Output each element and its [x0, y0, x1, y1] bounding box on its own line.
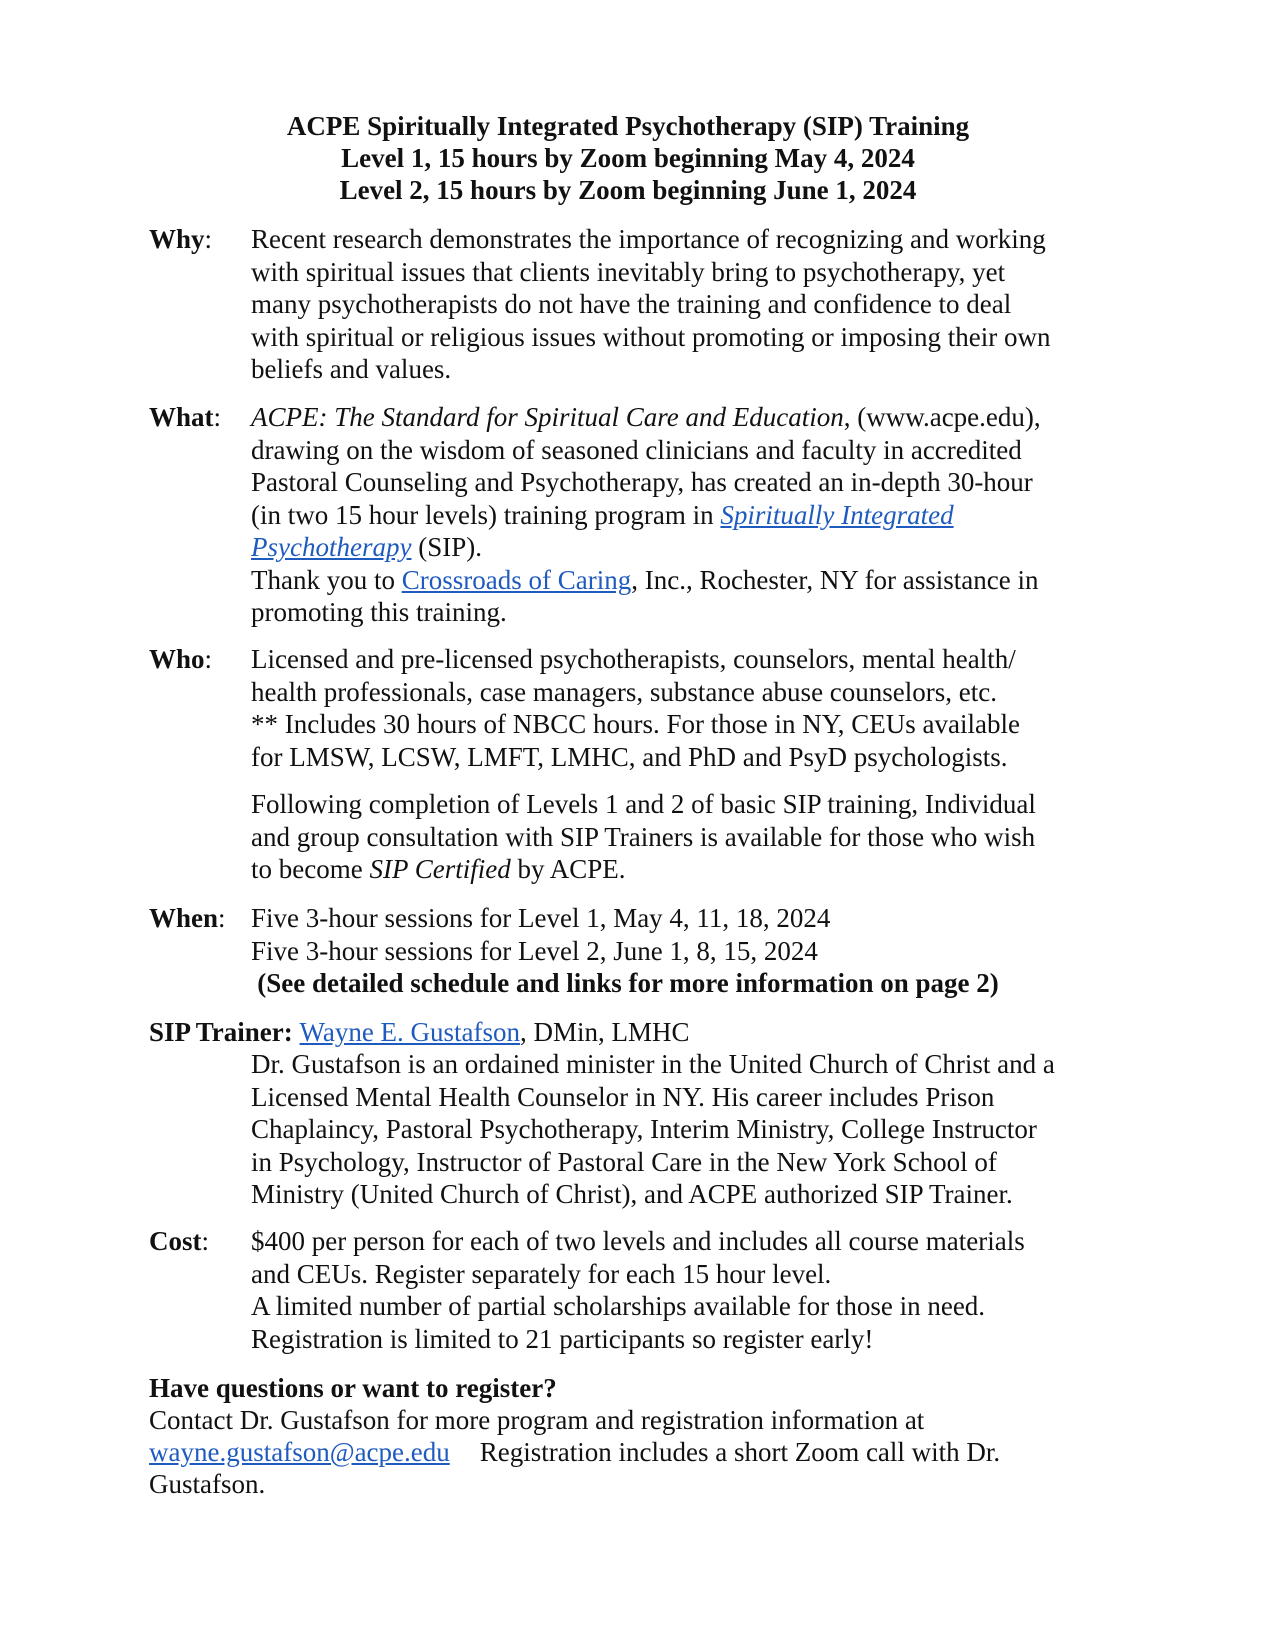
trainer-bio-line: Licensed Mental Health Counselor in NY. His career includes Prison: [251, 1081, 995, 1112]
who-line: Following completion of Levels 1 and 2 of basic SIP training, Individual: [251, 789, 1036, 819]
what-line-text: (SIP).: [411, 532, 482, 562]
who-line-text: by ACPE.: [510, 854, 626, 884]
sip-link-text[interactable]: Psychotherapy: [251, 532, 412, 562]
trainer-label-text: SIP Trainer:: [149, 1017, 293, 1047]
email-link[interactable]: wayne.gustafson@acpe.edu: [149, 1437, 450, 1467]
title-line-3: Level 2, 15 hours by Zoom beginning June 1, 2024: [339, 175, 917, 205]
page-title: [148, 110, 1108, 206]
acpe-org-name: ACPE: The Standard for Spiritual Care and Education: [251, 402, 844, 432]
what-line: promoting this training.: [251, 597, 507, 627]
sip-certified-text: SIP Certified: [369, 854, 511, 884]
contact-line: Contact Dr. Gustafson for more program and registration information at: [149, 1405, 925, 1435]
cost-label: Cost:: [149, 1226, 210, 1256]
who-line: [251, 853, 1131, 886]
what-line: [251, 499, 1131, 532]
what-line: drawing on the wisdom of seasoned clinicians and faculty in accredited: [251, 434, 1022, 465]
title-line-2: Level 1, 15 hours by Zoom beginning May 4, 2024: [341, 143, 915, 173]
sip-link[interactable]: [720, 500, 953, 530]
what-line: [251, 531, 1131, 564]
why-line: Recent research demonstrates the importance of recognizing and working: [251, 224, 1046, 254]
why-label-text: Why: [149, 224, 205, 254]
trainer-bio-line: in Psychology, Instructor of Pastoral Care in the New York School of: [251, 1146, 997, 1177]
who-line-text: to become: [251, 854, 370, 884]
what-section: [251, 401, 1131, 629]
cost-line: Registration is limited to 21 participants so register early!: [251, 1323, 874, 1354]
thanks-text: Thank you to: [251, 564, 402, 595]
why-line: many psychotherapists do not have the training and confidence to deal: [251, 289, 1012, 319]
cost-section: [251, 1225, 1131, 1355]
what-line-text: (in two 15 hour levels) training program in: [251, 499, 721, 530]
trainer-bio: [251, 1048, 1131, 1211]
when-line: Five 3-hour sessions for Level 2, June 1, 8, 15, 2024: [251, 935, 818, 966]
why-line: beliefs and values.: [251, 354, 452, 384]
what-line: [251, 401, 1131, 434]
what-line: Pastoral Counseling and Psychotherapy, has created an in-depth 30-hour: [251, 467, 1033, 497]
when-label-text: When: [149, 903, 219, 933]
who-section: [251, 643, 1131, 773]
cost-line: and CEUs. Register separately for each 15 hour level.: [251, 1258, 832, 1289]
cost-label-text: Cost: [149, 1226, 202, 1256]
sip-link-continued[interactable]: [251, 532, 411, 562]
trainer-label: [149, 1016, 690, 1049]
crossroads-link[interactable]: Crossroads of Caring: [401, 564, 632, 595]
schedule-note: (See detailed schedule and links for more information on page 2): [257, 968, 999, 998]
trainer-credentials: , DMin, LMHC: [520, 1017, 690, 1047]
cost-line: A limited number of partial scholarships available for those in need.: [251, 1291, 986, 1321]
title-line-1: ACPE Spiritually Integrated Psychotherapy (SIP) Training: [286, 111, 970, 141]
contact-line: Gustafson.: [149, 1469, 266, 1499]
when-label: When:: [149, 903, 226, 933]
thanks-text: , Inc., Rochester, NY for assistance in: [631, 564, 1039, 595]
sip-link-text[interactable]: Spiritually Integrated: [720, 499, 954, 530]
who-line: for LMSW, LCSW, LMFT, LMHC, and PhD and PsyD psychologists.: [251, 741, 1008, 772]
what-label: What:: [149, 402, 222, 432]
what-line: [251, 564, 1131, 597]
contact-heading: Have questions or want to register?: [149, 1373, 557, 1403]
who-line: and group consultation with SIP Trainers is available for those who wish: [251, 821, 1036, 852]
when-line: Five 3-hour sessions for Level 1, May 4, 11, 18, 2024: [251, 903, 831, 933]
trainer-name-link[interactable]: Wayne E. Gustafson: [299, 1017, 521, 1047]
why-line: with spiritual issues that clients inevitably bring to psychotherapy, yet: [251, 256, 1006, 287]
trainer-bio-line: Ministry (United Church of Christ), and ACPE authorized SIP Trainer.: [251, 1179, 1013, 1209]
why-section: [251, 223, 1131, 386]
why-label: Why:: [149, 224, 213, 254]
who-label-text: Who: [149, 644, 205, 674]
who-line: health professionals, case managers, substance abuse counselors, etc.: [251, 676, 997, 707]
acpe-org-url: , (www.acpe.edu),: [843, 402, 1041, 432]
when-section: [251, 902, 1131, 967]
who-line: Licensed and pre-licensed psychotherapists, counselors, mental health/: [251, 644, 1016, 674]
trainer-bio-line: Chaplaincy, Pastoral Psychotherapy, Interim Ministry, College Instructor: [251, 1114, 1037, 1144]
contact-line: [149, 1436, 1000, 1469]
why-line: with spiritual or religious issues without promoting or imposing their own: [251, 321, 1051, 352]
who-line: ** Includes 30 hours of NBCC hours. For those in NY, CEUs available: [251, 709, 1020, 739]
sip-certification-paragraph: [251, 788, 1131, 886]
what-label-text: What: [149, 402, 214, 432]
trainer-bio-line: Dr. Gustafson is an ordained minister in the United Church of Christ and a: [251, 1049, 1055, 1079]
cost-line: $400 per person for each of two levels and includes all course materials: [251, 1226, 1025, 1256]
who-label: Who:: [149, 644, 213, 674]
contact-line-text: Registration includes a short Zoom call with Dr.: [479, 1437, 1001, 1467]
